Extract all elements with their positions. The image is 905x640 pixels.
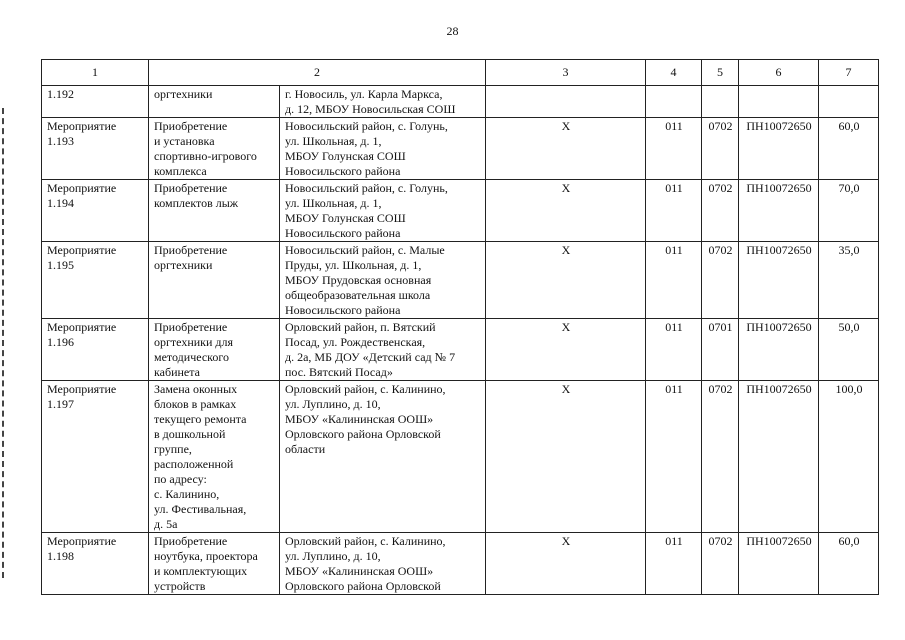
col6-value: ПН10072650	[739, 118, 819, 180]
col4-value: 011	[646, 242, 702, 319]
col6-value: ПН10072650	[739, 533, 819, 595]
activity-address: Орловский район, п. Вятский Посад, ул. Рождественская, д. 2а, МБ ДОУ «Детский сад № 7 пос. Вятский Посад»	[280, 319, 486, 381]
col7-amount: 60,0	[819, 533, 879, 595]
table-row	[42, 381, 879, 533]
col4-value: 011	[646, 533, 702, 595]
col3-value	[486, 86, 646, 118]
activity-number: Мероприятие 1.193	[42, 118, 149, 180]
activity-name: оргтехники	[149, 86, 280, 118]
header-cell-7: 7	[819, 60, 879, 86]
table-row	[42, 319, 879, 381]
activity-address: Новосильский район, с. Голунь, ул. Школьная, д. 1, МБОУ Голунская СОШ Новосильского района	[280, 180, 486, 242]
activity-address: Новосильский район, с. Голунь, ул. Школьная, д. 1, МБОУ Голунская СОШ Новосильского района	[280, 118, 486, 180]
table-row	[42, 533, 879, 595]
col4-value: 011	[646, 118, 702, 180]
activity-address: Новосильский район, с. Малые Пруды, ул. Школьная, д. 1, МБОУ Прудовская основная общеобразовательная школа Новосильского района	[280, 242, 486, 319]
header-cell-3: 3	[486, 60, 646, 86]
col6-value: ПН10072650	[739, 180, 819, 242]
col7-amount: 70,0	[819, 180, 879, 242]
activity-address: г. Новосиль, ул. Карла Маркса, д. 12, МБОУ Новосильская СОШ	[280, 86, 486, 118]
col5-value: 0702	[702, 381, 739, 533]
activity-name: Приобретение комплектов лыж	[149, 180, 280, 242]
activity-number: Мероприятие 1.197	[42, 381, 149, 533]
activity-number: Мероприятие 1.195	[42, 242, 149, 319]
page-number: 28	[446, 24, 459, 38]
activity-number: Мероприятие 1.194	[42, 180, 149, 242]
col5-value: 0701	[702, 319, 739, 381]
activity-name: Приобретение оргтехники для методического кабинета	[149, 319, 280, 381]
col5-value: 0702	[702, 118, 739, 180]
col6-value: ПН10072650	[739, 242, 819, 319]
activity-name: Приобретение оргтехники	[149, 242, 280, 319]
col7-amount	[819, 86, 879, 118]
header-cell-1: 1	[42, 60, 149, 86]
col7-amount: 60,0	[819, 118, 879, 180]
col3-value: X	[486, 180, 646, 242]
activity-address: Орловский район, с. Калинино, ул. Луплино, д. 10, МБОУ «Калининская ООШ» Орловского района Орловской области	[280, 381, 486, 533]
col7-amount: 100,0	[819, 381, 879, 533]
col6-value	[739, 86, 819, 118]
col4-value	[646, 86, 702, 118]
header-row	[42, 60, 879, 86]
col3-value: X	[486, 381, 646, 533]
scan-edge-mark	[2, 108, 7, 578]
activity-address: Орловский район, с. Калинино, ул. Луплино, д. 10, МБОУ «Калининская ООШ» Орловского района Орловской	[280, 533, 486, 595]
col7-amount: 50,0	[819, 319, 879, 381]
col5-value: 0702	[702, 242, 739, 319]
activity-number: 1.192	[42, 86, 149, 118]
col3-value: X	[486, 242, 646, 319]
activity-number: Мероприятие 1.198	[42, 533, 149, 595]
table-row	[42, 180, 879, 242]
col5-value: 0702	[702, 533, 739, 595]
col4-value: 011	[646, 319, 702, 381]
col3-value: X	[486, 118, 646, 180]
col6-value: ПН10072650	[739, 319, 819, 381]
table-row	[42, 86, 879, 118]
col5-value	[702, 86, 739, 118]
activity-name: Приобретение ноутбука, проектора и комплектующих устройств	[149, 533, 280, 595]
col7-amount: 35,0	[819, 242, 879, 319]
header-cell-6: 6	[739, 60, 819, 86]
col3-value: X	[486, 533, 646, 595]
col3-value: X	[486, 319, 646, 381]
activity-name: Приобретение и установка спортивно-игрового комплекса	[149, 118, 280, 180]
col5-value: 0702	[702, 180, 739, 242]
table-row	[42, 118, 879, 180]
col6-value: ПН10072650	[739, 381, 819, 533]
activity-number: Мероприятие 1.196	[42, 319, 149, 381]
header-cell-5: 5	[702, 60, 739, 86]
table-row	[42, 242, 879, 319]
activity-name: Замена оконных блоков в рамках текущего ремонта в дошкольной группе, расположенной по адресу: с. Калинино, ул. Фестивальная, д. 5а	[149, 381, 280, 533]
header-cell-2: 2	[149, 60, 486, 86]
col4-value: 011	[646, 180, 702, 242]
budget-table	[41, 59, 879, 595]
col4-value: 011	[646, 381, 702, 533]
header-cell-4: 4	[646, 60, 702, 86]
